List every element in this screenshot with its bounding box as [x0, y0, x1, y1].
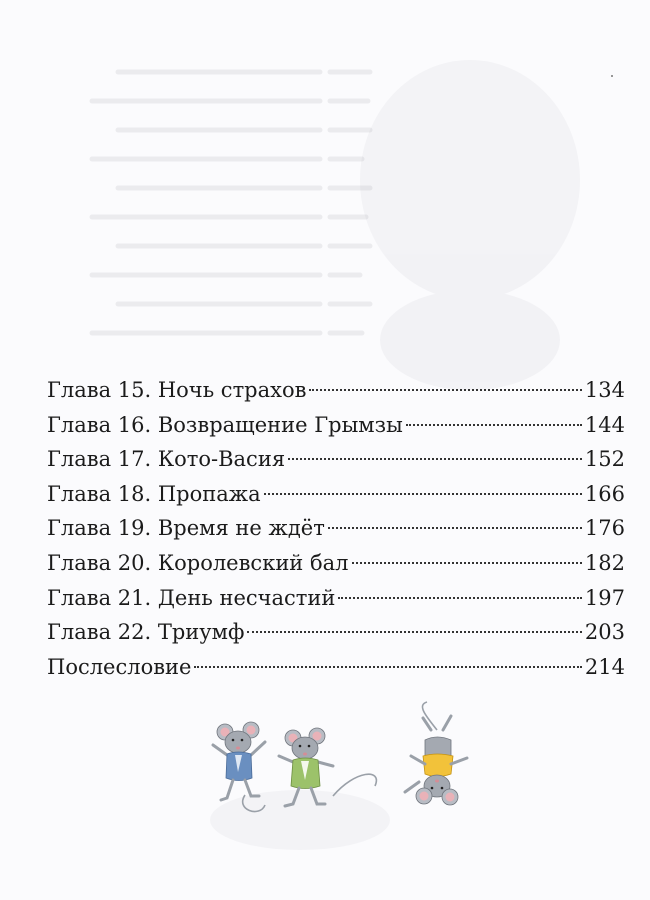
toc-dot-leader	[194, 666, 581, 668]
toc-entry-title: Глава 15. Ночь страхов	[47, 378, 307, 402]
toc-entry-title: Глава 19. Время не ждёт	[47, 516, 325, 541]
toc-entry-title: Глава 20. Королевский бал	[47, 550, 349, 575]
table-of-contents	[47, 373, 625, 684]
toc-dot-leader	[406, 424, 582, 426]
toc-entry[interactable]	[47, 373, 625, 408]
toc-entry[interactable]	[47, 615, 625, 650]
toc-entry[interactable]	[47, 511, 625, 546]
toc-entry[interactable]	[47, 581, 625, 616]
toc-entry-title: Послесловие	[47, 654, 192, 679]
mouse-blue-vest	[213, 722, 265, 812]
toc-dot-leader	[328, 527, 582, 529]
toc-dot-leader	[264, 493, 582, 495]
toc-entry-page: 176	[584, 516, 625, 541]
toc-entry[interactable]	[47, 477, 625, 512]
toc-dot-leader	[338, 597, 581, 599]
toc-entry[interactable]	[47, 408, 625, 443]
toc-entry-page: 197	[584, 585, 625, 610]
toc-entry-page: 182	[584, 550, 625, 575]
toc-entry[interactable]	[47, 442, 625, 477]
toc-entry-title: Глава 21. День несчастий	[47, 585, 336, 610]
toc-entry-page: 152	[584, 447, 625, 472]
toc-dot-leader	[247, 631, 581, 633]
toc-entry-page: 166	[584, 481, 625, 506]
toc-entry-title: Глава 22. Триумф	[47, 620, 245, 645]
toc-entry[interactable]	[47, 650, 625, 685]
toc-dot-leader	[309, 389, 581, 391]
toc-entry-page: 214	[584, 654, 625, 679]
toc-entry-page: 144	[584, 412, 625, 437]
toc-entry-page: 203	[584, 620, 625, 645]
toc-dot-leader	[352, 562, 582, 564]
dancing-mice-illustration	[205, 700, 475, 820]
toc-entry[interactable]	[47, 546, 625, 581]
toc-entry-title: Глава 16. Возвращение Грымзы	[47, 412, 403, 437]
mouse-green-vest	[279, 728, 376, 806]
toc-entry-title: Глава 18. Пропажа	[47, 481, 261, 506]
toc-entry-page: 134	[584, 378, 625, 402]
mouse-yellow-vest	[405, 702, 467, 805]
print-speck	[611, 75, 613, 77]
toc-entry-title: Глава 17. Кото-Васия	[47, 447, 286, 472]
toc-dot-leader	[288, 458, 582, 460]
